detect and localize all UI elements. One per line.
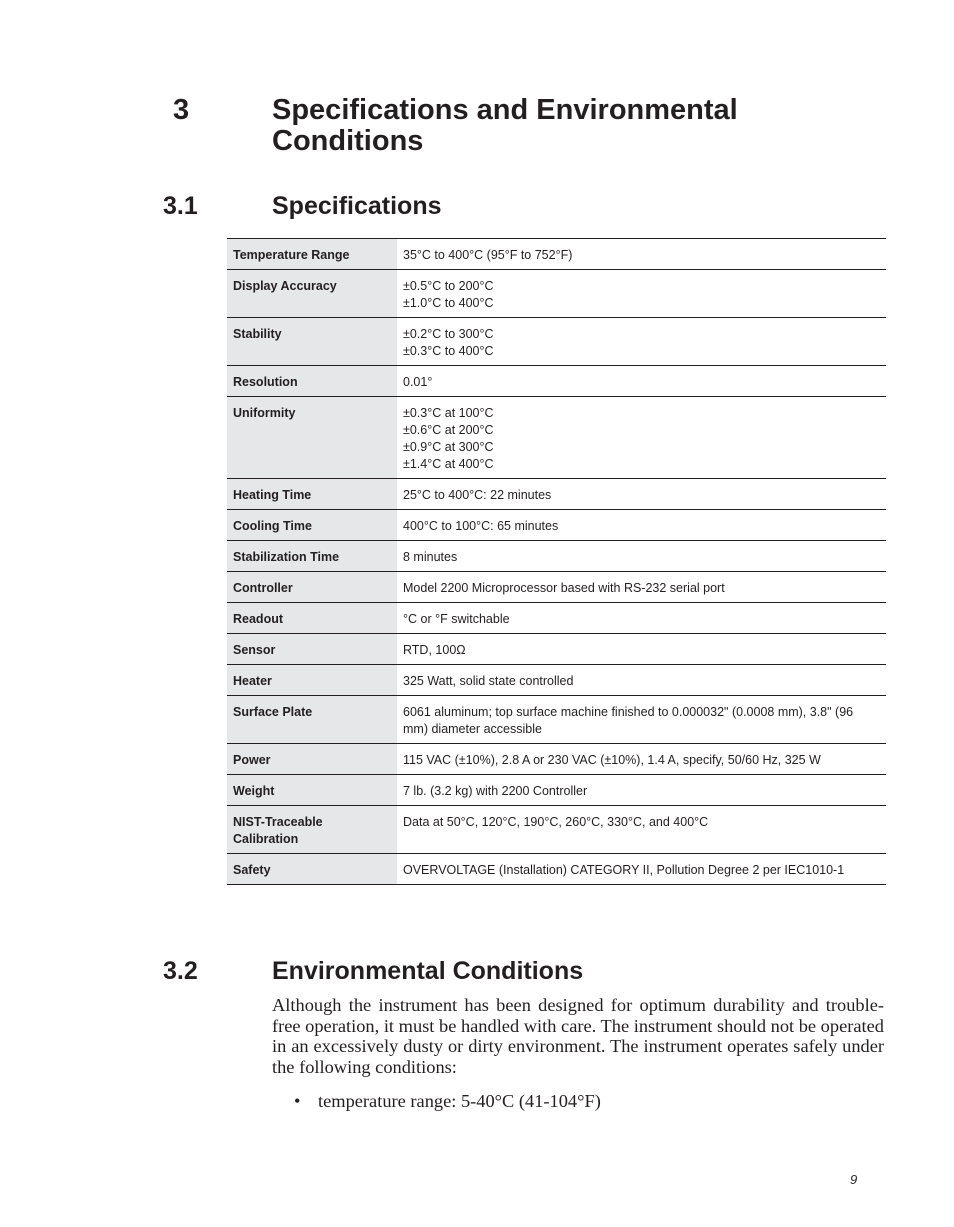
- spec-label: Temperature Range: [227, 239, 397, 270]
- spec-row: [227, 239, 886, 270]
- spec-row: [227, 806, 886, 854]
- spec-row: [227, 366, 886, 397]
- spec-value-cell: [397, 634, 886, 665]
- spec-label: Readout: [227, 603, 397, 634]
- spec-label: Heater: [227, 665, 397, 696]
- spec-value-cell: [397, 572, 886, 603]
- spec-label: Sensor: [227, 634, 397, 665]
- spec-label: Uniformity: [227, 397, 397, 479]
- spec-value-cell: [397, 270, 886, 318]
- spec-row: [227, 696, 886, 744]
- chapter-title: Specifications and Environmental Conditions: [272, 94, 738, 157]
- spec-value-cell: [397, 318, 886, 366]
- spec-value-cell: [397, 854, 886, 885]
- bullet-icon: •: [294, 1091, 301, 1111]
- spec-label: Cooling Time: [227, 510, 397, 541]
- spec-value-cell: [397, 775, 886, 806]
- spec-label: Weight: [227, 775, 397, 806]
- spec-value-cell: [397, 665, 886, 696]
- spec-value-cell: [397, 510, 886, 541]
- spec-value-cell: [397, 541, 886, 572]
- spec-value: °C or °F switchable: [403, 612, 510, 626]
- spec-row: [227, 318, 886, 366]
- spec-label: Power: [227, 744, 397, 775]
- spec-value: Model 2200 Microprocessor based with RS-232 serial port: [403, 581, 725, 595]
- spec-value: RTD, 100Ω: [403, 643, 466, 657]
- section-title: Environmental Conditions: [272, 957, 584, 985]
- spec-value: ±0.3°C at 100°C ±0.6°C at 200°C ±0.9°C at 300°C ±1.4°C at 400°C: [403, 406, 494, 471]
- spec-label: Controller: [227, 572, 397, 603]
- spec-row: [227, 270, 886, 318]
- spec-row: [227, 397, 886, 479]
- spec-label: NIST-Traceable Calibration: [227, 806, 397, 854]
- spec-row: [227, 479, 886, 510]
- spec-value-cell: [397, 366, 886, 397]
- spec-label: Stability: [227, 318, 397, 366]
- spec-label: Stabilization Time: [227, 541, 397, 572]
- spec-row: [227, 634, 886, 665]
- section-title: Specifications: [272, 192, 442, 220]
- spec-row: [227, 572, 886, 603]
- spec-value: 25°C to 400°C: 22 minutes: [403, 488, 552, 502]
- spec-row: [227, 854, 886, 885]
- spec-value-cell: [397, 479, 886, 510]
- spec-label: Resolution: [227, 366, 397, 397]
- spec-value: 35°C to 400°C (95°F to 752°F): [403, 248, 573, 262]
- page-number: 9: [850, 1172, 858, 1187]
- bullet-text: temperature range: 5-40°C (41-104°F): [318, 1091, 601, 1111]
- spec-value-cell: [397, 239, 886, 270]
- spec-row: [227, 775, 886, 806]
- section-number: 3.1: [163, 192, 198, 220]
- spec-label: Display Accuracy: [227, 270, 397, 318]
- spec-row: [227, 603, 886, 634]
- spec-row: [227, 541, 886, 572]
- spec-value: OVERVOLTAGE (Installation) CATEGORY II, Pollution Degree 2 per IEC1010-1: [403, 863, 845, 877]
- spec-label: Safety: [227, 854, 397, 885]
- spec-value-cell: [397, 696, 886, 744]
- spec-value: 7 lb. (3.2 kg) with 2200 Controller: [403, 784, 588, 798]
- spec-value: 0.01°: [403, 375, 433, 389]
- section-heading-specifications: [0, 189, 954, 223]
- section-heading-environmental: [0, 954, 954, 988]
- section-number: 3.2: [163, 957, 198, 985]
- spec-label: Heating Time: [227, 479, 397, 510]
- spec-value-cell: [397, 397, 886, 479]
- chapter-number: 3: [173, 94, 190, 126]
- spec-value: ±0.2°C to 300°C ±0.3°C to 400°C: [403, 327, 494, 358]
- spec-value: 6061 aluminum; top surface machine finished to 0.000032" (0.0008 mm), 3.8" (96 mm) diameter accessible: [403, 705, 854, 736]
- spec-value: 325 Watt, solid state controlled: [403, 674, 574, 688]
- specifications-table-body: [227, 239, 886, 885]
- spec-value: Data at 50°C, 120°C, 190°C, 260°C, 330°C, and 400°C: [403, 815, 709, 829]
- spec-value: 400°C to 100°C: 65 minutes: [403, 519, 559, 533]
- spec-value: ±0.5°C to 200°C ±1.0°C to 400°C: [403, 279, 494, 310]
- spec-label: Surface Plate: [227, 696, 397, 744]
- spec-row: [227, 510, 886, 541]
- spec-value-cell: [397, 603, 886, 634]
- spec-row: [227, 744, 886, 775]
- specifications-table: [227, 238, 886, 885]
- spec-value: 8 minutes: [403, 550, 458, 564]
- spec-value: 115 VAC (±10%), 2.8 A or 230 VAC (±10%), 1.4 A, specify, 50/60 Hz, 325 W: [403, 753, 821, 767]
- spec-value-cell: [397, 806, 886, 854]
- environment-paragraph: Although the instrument has been designed for optimum durability and trouble-free operation, it must be handled with care. The instrument should not be operated in an excessively dusty or dirty environment. The instrument operates safely under the following conditions:: [272, 995, 884, 1077]
- spec-row: [227, 665, 886, 696]
- spec-value-cell: [397, 744, 886, 775]
